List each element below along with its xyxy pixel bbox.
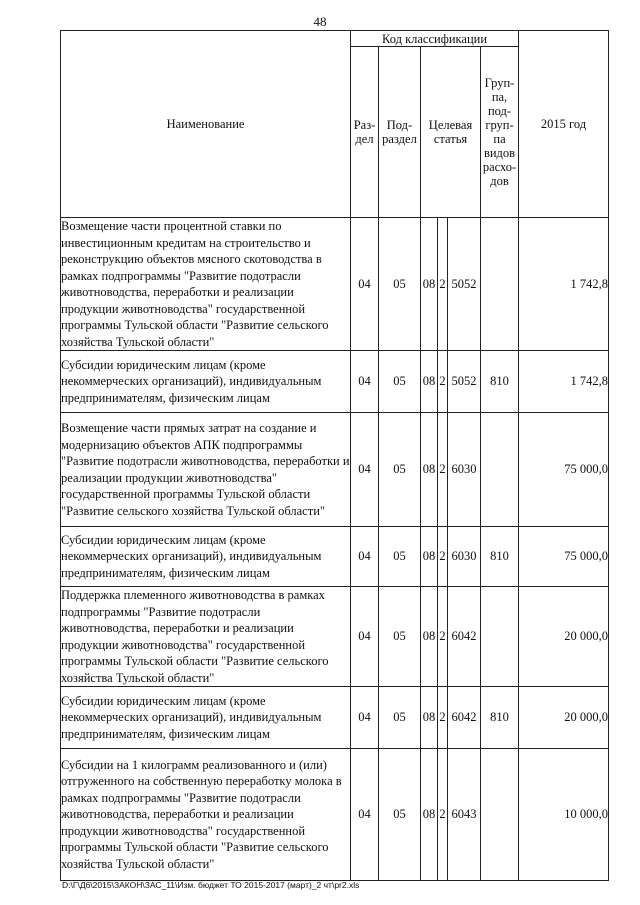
row-subsection: 05 xyxy=(379,413,421,527)
table-row xyxy=(61,587,609,687)
row-target-program: 08 xyxy=(421,413,438,527)
row-section: 04 xyxy=(351,587,379,687)
row-amount: 75 000,0 xyxy=(519,413,609,527)
row-target-subprogram: 2 xyxy=(438,587,448,687)
row-target-subprogram: 2 xyxy=(438,749,448,881)
row-target-subprogram: 2 xyxy=(438,351,448,413)
row-target-program: 08 xyxy=(421,687,438,749)
table-row xyxy=(61,527,609,587)
row-target-code: 5052 xyxy=(448,351,481,413)
row-target-code: 6030 xyxy=(448,413,481,527)
row-name: Субсидии юридическим лицам (кроме некоммерческих организаций), индивидуальным предпринимателям, физическим лицам xyxy=(61,687,351,749)
header-year: 2015 год xyxy=(519,31,609,218)
row-section: 04 xyxy=(351,351,379,413)
row-target-program: 08 xyxy=(421,351,438,413)
table-row xyxy=(61,687,609,749)
row-expense-group xyxy=(481,218,519,351)
row-target-subprogram: 2 xyxy=(438,687,448,749)
row-target-program: 08 xyxy=(421,218,438,351)
row-expense-group xyxy=(481,587,519,687)
row-target-program: 08 xyxy=(421,749,438,881)
row-subsection: 05 xyxy=(379,527,421,587)
row-subsection: 05 xyxy=(379,587,421,687)
row-amount: 1 742,8 xyxy=(519,218,609,351)
header-name: Наименование xyxy=(61,31,351,218)
row-expense-group xyxy=(481,413,519,527)
row-amount: 20 000,0 xyxy=(519,687,609,749)
budget-table xyxy=(60,30,609,881)
file-path-footer: D:\Г\Д6\2015\ЗАКОН\ЗАС_11\Изм. бюджет ТО 2015-2017 (март)_2 чт\pr2.xls xyxy=(62,880,360,890)
row-subsection: 05 xyxy=(379,749,421,881)
row-name: Субсидии юридическим лицам (кроме некоммерческих организаций), индивидуальным предпринимателям, физическим лицам xyxy=(61,351,351,413)
table-row xyxy=(61,351,609,413)
header-subsection: Под- раздел xyxy=(379,47,421,218)
row-target-subprogram: 2 xyxy=(438,527,448,587)
page-number: 48 xyxy=(313,14,327,29)
table-row xyxy=(61,749,609,881)
row-section: 04 xyxy=(351,413,379,527)
row-target-subprogram: 2 xyxy=(438,413,448,527)
header-code-group: Код классификации xyxy=(351,31,519,47)
row-amount: 10 000,0 xyxy=(519,749,609,881)
row-section: 04 xyxy=(351,218,379,351)
header-target: Целевая статья xyxy=(421,47,481,218)
table-row xyxy=(61,218,609,351)
table-row xyxy=(61,413,609,527)
row-name: Возмещение части прямых затрат на создание и модернизацию объектов АПК подпрограммы "Развитие подотрасли животноводства, переработки и реализации продукции животноводства" государственной программы Тульской области "Развитие сельского хозяйства Тульской области" xyxy=(61,413,351,527)
row-target-program: 08 xyxy=(421,527,438,587)
row-name: Поддержка племенного животноводства в рамках подпрограммы "Развитие подотрасли животноводства, переработки и реализации продукции животноводства" государственной программы Тульской области "Развитие сельского хозяйства Тульской области" xyxy=(61,587,351,687)
row-target-code: 6030 xyxy=(448,527,481,587)
row-subsection: 05 xyxy=(379,351,421,413)
row-amount: 20 000,0 xyxy=(519,587,609,687)
row-target-code: 6042 xyxy=(448,687,481,749)
row-expense-group: 810 xyxy=(481,687,519,749)
row-section: 04 xyxy=(351,527,379,587)
row-target-code: 6043 xyxy=(448,749,481,881)
header-section: Раз- дел xyxy=(351,47,379,218)
row-expense-group xyxy=(481,749,519,881)
row-name: Субсидии на 1 килограмм реализованного и (или) отгруженного на собственную переработку молока в рамках подпрограммы "Развитие подотрасли животноводства, переработки и реализации продукции животноводства" государственной программы Тульской области "Развитие сельского хозяйства Тульской области" xyxy=(61,749,351,881)
row-subsection: 05 xyxy=(379,218,421,351)
header-group: Груп- па, под- груп- па видов расхо- дов xyxy=(481,47,519,218)
row-target-program: 08 xyxy=(421,587,438,687)
row-name: Возмещение части процентной ставки по инвестиционным кредитам на строительство и реконструкцию объектов мясного скотоводства в рамках подпрограммы "Развитие подотрасли животноводства, переработки и реализации продукции животноводства" государственной программы Тульской области "Развитие сельского хозяйства Тульской области" xyxy=(61,218,351,351)
row-expense-group: 810 xyxy=(481,351,519,413)
row-amount: 75 000,0 xyxy=(519,527,609,587)
row-section: 04 xyxy=(351,749,379,881)
row-target-code: 6042 xyxy=(448,587,481,687)
row-section: 04 xyxy=(351,687,379,749)
row-amount: 1 742,8 xyxy=(519,351,609,413)
row-target-code: 5052 xyxy=(448,218,481,351)
row-target-subprogram: 2 xyxy=(438,218,448,351)
row-name: Субсидии юридическим лицам (кроме некоммерческих организаций), индивидуальным предпринимателям, физическим лицам xyxy=(61,527,351,587)
row-expense-group: 810 xyxy=(481,527,519,587)
row-subsection: 05 xyxy=(379,687,421,749)
